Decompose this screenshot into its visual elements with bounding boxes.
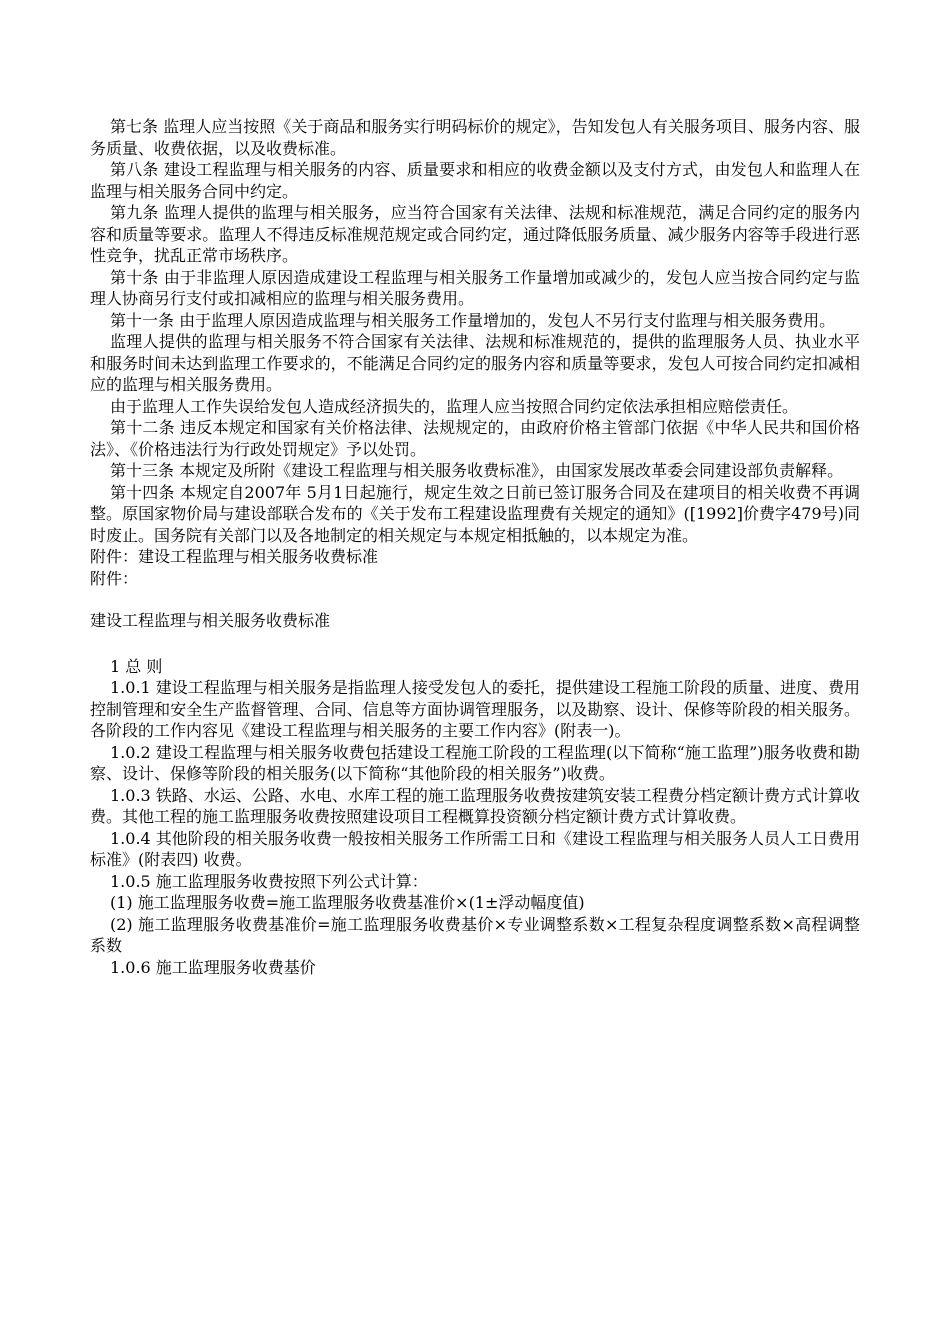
article-11: 第十一条 由于监理人原因造成监理与相关服务工作量增加的，发包人不另行支付监理与相关服务费用。 <box>110 310 836 330</box>
clause-1-0-3: 1.0.3 铁路、水运、公路、水电、水库工程的施工监理服务收费按建筑安装工程费分档定额计费方式计算收费。其他工程的施工监理服务收费按照建设项目工程概算投资额分档定额计费方式计算收费。 <box>90 785 860 826</box>
article-12: 第十二条 违反本规定和国家有关价格法律、法规规定的，由政府价格主管部门依据《中华人民共和国价格法》、《价格违法行为行政处罚规定》予以处罚。 <box>90 418 860 459</box>
document-body <box>90 116 860 978</box>
article-13: 第十三条 本规定及所附《建设工程监理与相关服务收费标准》，由国家发展改革委会同建设部负责解释。 <box>110 461 844 480</box>
article-11-para-3: 由于监理人工作失误给发包人造成经济损失的，监理人应当按照合同约定依法承担相应赔偿责任。 <box>110 396 799 416</box>
spacer <box>90 589 860 610</box>
article-10: 第十条 由于非监理人原因造成建设工程监理与相关服务工作量增加或减少的，发包人应当按合同约定与监理人协商另行支付或扣减相应的监理与相关服务费用。 <box>90 267 860 308</box>
article-7: 第七条 监理人应当按照《关于商品和服务实行明码标价的规定》，告知发包人有关服务项目、服务内容、服务质量、收费依据，以及收费标准。 <box>90 117 860 158</box>
article-8: 第八条 建设工程监理与相关服务的内容、质量要求和相应的收费金额以及支付方式，由发包人和监理人在监理与相关服务合同中约定。 <box>90 160 860 201</box>
attachment-line: 附件：建设工程监理与相关服务收费标准 <box>90 547 379 566</box>
standard-title: 建设工程监理与相关服务收费标准 <box>90 611 331 630</box>
article-9: 第九条 监理人提供的监理与相关服务，应当符合国家有关法律、法规和标准规范，满足合同约定的服务内容和质量等要求。监理人不得违反标准规范规定或合同约定，通过降低服务质量、减少服务内容等手段进行恶性竞争，扰乱正常市场秩序。 <box>90 203 860 265</box>
spacer <box>90 632 860 656</box>
article-11-para-2: 监理人提供的监理与相关服务不符合国家有关法律、法规和标准规范的，提供的监理服务人员、执业水平和服务时间未达到监理工作要求的，不能满足合同约定的服务内容和质量等要求，发包人可按合同约定扣减相应的监理与相关服务费用。 <box>90 332 860 394</box>
formula-2: (2) 施工监理服务收费基准价=施工监理服务收费基价×专业调整系数×工程复杂程度调整系数×高程调整系数 <box>90 914 860 955</box>
clause-1-0-6: 1.0.6 施工监理服务收费基价 <box>110 957 316 977</box>
clause-1-0-5: 1.0.5 施工监理服务收费按照下列公式计算： <box>110 871 428 891</box>
clause-1-0-1: 1.0.1 建设工程监理与相关服务是指监理人接受发包人的委托，提供建设工程施工阶段的质量、进度、费用控制管理和安全生产监督管理、合同、信息等方面协调管理服务，以及勘察、设计、保修等阶段的相关服务。各阶段的工作内容见《建设工程监理与相关服务的主要工作内容》(附表一)。 <box>90 678 860 740</box>
section-heading: 1 总 则 <box>110 656 163 676</box>
attachment-label: 附件： <box>90 568 139 588</box>
article-14: 第十四条 本规定自2007年 5月1日起施行，规定生效之日前已签订服务合同及在建项目的相关收费不再调整。原国家物价局与建设部联合发布的《关于发布工程建设监理费有关规定的通知》([1992]价费字479号)同时废止。国务院有关部门以及各地制定的相关规定与本规定相抵触的，以本规定为准。 <box>90 482 860 545</box>
clause-1-0-4: 1.0.4 其他阶段的相关服务收费一般按相关服务工作所需工日和《建设工程监理与相关服务人员人工日费用标准》(附表四) 收费。 <box>90 828 860 869</box>
clause-1-0-2: 1.0.2 建设工程监理与相关服务收费包括建设工程施工阶段的工程监理(以下简称“施工监理”)服务收费和勘察、设计、保修等阶段的相关服务(以下简称“其他阶段的相关服务”)收费。 <box>90 742 860 783</box>
formula-1: (1) 施工监理服务收费=施工监理服务收费基准价×(1±浮动幅度值) <box>110 893 585 912</box>
